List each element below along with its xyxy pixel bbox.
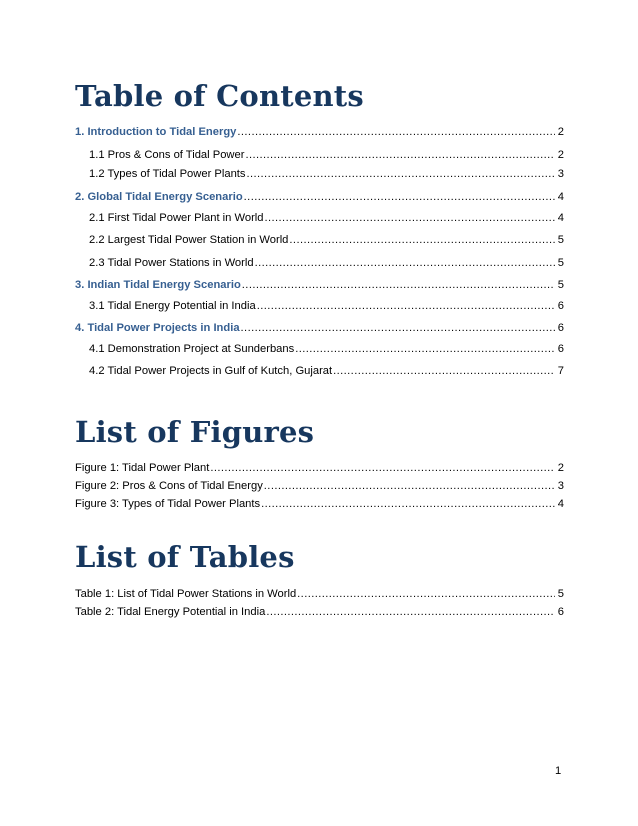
dot-leader <box>245 148 554 162</box>
dot-leader <box>242 278 555 292</box>
page-number: 1 <box>555 765 562 777</box>
toc-entry-page: 3 <box>557 168 564 180</box>
figure-entry-1[interactable] <box>75 461 564 475</box>
toc-entry-3[interactable] <box>75 278 564 292</box>
dot-leader <box>244 190 555 204</box>
dot-leader <box>261 497 555 511</box>
toc-entry-page: 6 <box>557 322 564 334</box>
toc-entry-label: 4.2 Tidal Power Projects in Gulf of Kutch, Gujarat <box>89 365 333 377</box>
toc-entry-page: 5 <box>557 234 564 246</box>
dot-leader <box>289 233 554 247</box>
dot-leader <box>295 342 555 356</box>
toc-entry-label: 2.3 Tidal Power Stations in World <box>89 257 254 269</box>
toc-entry-page: 5 <box>557 279 564 291</box>
toc-entry-4[interactable] <box>75 321 564 335</box>
toc-entry-1-2[interactable] <box>89 167 564 181</box>
toc-entry-label: 3.1 Tidal Energy Potential in India <box>89 300 256 312</box>
toc-entry-page: 6 <box>557 300 564 312</box>
dot-leader <box>264 479 555 493</box>
toc-entry-2-2[interactable] <box>89 233 564 247</box>
toc-entry-label: 1. Introduction to Tidal Energy <box>75 126 237 138</box>
dot-leader <box>255 256 555 270</box>
dot-leader <box>333 364 555 378</box>
toc-entry-page: 4 <box>557 212 564 224</box>
table-entry-label: Table 2: Tidal Energy Potential in India <box>75 606 266 618</box>
toc-entry-page: 6 <box>557 343 564 355</box>
dot-leader <box>265 211 555 225</box>
dot-leader <box>210 461 554 475</box>
toc-entry-4-2[interactable] <box>89 364 564 378</box>
toc-entry-4-1[interactable] <box>89 342 564 356</box>
toc-entry-page: 7 <box>557 365 564 377</box>
dot-leader <box>257 299 555 313</box>
toc-entry-label: 4. Tidal Power Projects in India <box>75 322 240 334</box>
toc-entry-label: 2.1 First Tidal Power Plant in World <box>89 212 264 224</box>
toc-entry-page: 2 <box>557 149 564 161</box>
toc-entry-page: 2 <box>557 126 564 138</box>
toc-entry-2-1[interactable] <box>89 211 564 225</box>
toc-entry-page: 5 <box>557 257 564 269</box>
figure-entry-3[interactable] <box>75 497 564 511</box>
toc-entry-page: 4 <box>557 191 564 203</box>
table-entry-page: 5 <box>557 588 564 600</box>
toc-entry-2-3[interactable] <box>89 256 564 270</box>
figures-heading: List of Figures <box>75 415 315 449</box>
tables-heading: List of Tables <box>75 540 295 574</box>
figure-entry-2[interactable] <box>75 479 564 493</box>
figure-entry-page: 3 <box>557 480 564 492</box>
dot-leader <box>266 605 554 619</box>
toc-entry-label: 3. Indian Tidal Energy Scenario <box>75 279 241 291</box>
table-entry-1[interactable] <box>75 587 564 601</box>
figure-entry-page: 2 <box>557 462 564 474</box>
toc-heading: Table of Contents <box>75 79 364 113</box>
toc-entry-label: 2. Global Tidal Energy Scenario <box>75 191 243 203</box>
toc-entry-2[interactable] <box>75 190 564 204</box>
dot-leader <box>237 125 554 139</box>
toc-entry-1[interactable] <box>75 125 564 139</box>
dot-leader <box>241 321 555 335</box>
toc-entry-label: 4.1 Demonstration Project at Sunderbans <box>89 343 295 355</box>
toc-entry-label: 2.2 Largest Tidal Power Station in World <box>89 234 289 246</box>
toc-entry-1-1[interactable] <box>89 148 564 162</box>
figure-entry-label: Figure 1: Tidal Power Plant <box>75 462 210 474</box>
toc-entry-3-1[interactable] <box>89 299 564 313</box>
table-entry-2[interactable] <box>75 605 564 619</box>
figure-entry-label: Figure 2: Pros & Cons of Tidal Energy <box>75 480 263 492</box>
toc-entry-label: 1.2 Types of Tidal Power Plants <box>89 168 246 180</box>
toc-entry-label: 1.1 Pros & Cons of Tidal Power <box>89 149 245 161</box>
dot-leader <box>247 167 555 181</box>
figure-entry-label: Figure 3: Types of Tidal Power Plants <box>75 498 261 510</box>
figure-entry-page: 4 <box>557 498 564 510</box>
table-entry-page: 6 <box>557 606 564 618</box>
dot-leader <box>297 587 555 601</box>
table-entry-label: Table 1: List of Tidal Power Stations in World <box>75 588 297 600</box>
